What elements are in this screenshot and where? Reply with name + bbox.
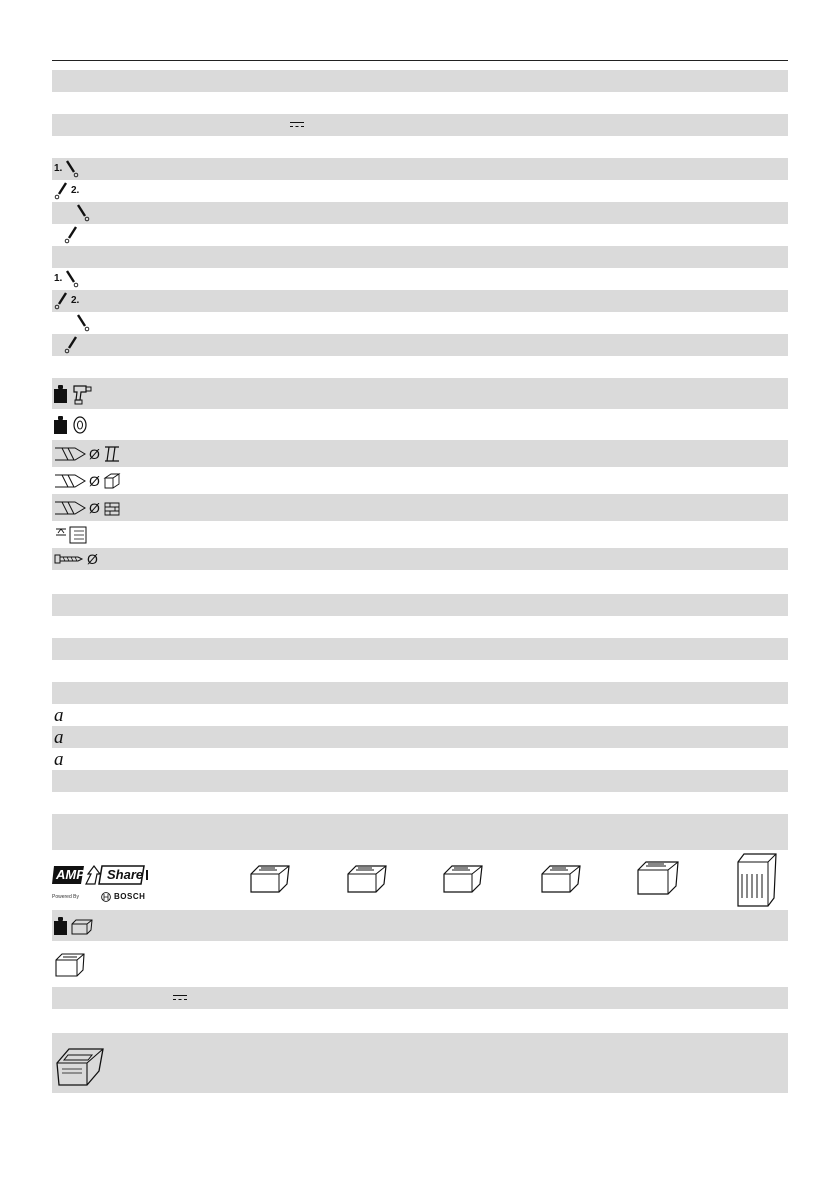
table-row [52,660,788,682]
battery-header-row [52,850,788,910]
table-row [52,268,788,290]
step-one-label: 1. [54,163,63,174]
table-row [52,726,788,748]
battery-icon [634,850,686,910]
table-row [52,180,788,202]
italic-a-label: a [54,726,64,748]
technical-data-table [52,70,788,1093]
battery-icon [732,850,784,910]
table-row [52,312,788,334]
table-row [52,70,788,92]
ampshare-logo [52,864,152,908]
table-row [52,638,788,660]
screwdriver-icon [65,270,79,288]
step-two-label: 2. [71,185,80,196]
table-row [52,748,788,770]
table-row [52,158,788,180]
table-row [52,224,788,246]
wood-icon [103,472,121,490]
screwdriver-icon [76,314,90,332]
table-row [52,467,788,494]
table-row [52,616,788,638]
drill-bit-icon [54,445,86,463]
step-two-label: 2. [71,295,80,306]
battery-icon [70,916,96,936]
battery-icon [344,850,394,910]
diameter-symbol: Ø [89,499,100,516]
table-row [52,136,788,158]
dc-symbol-icon [290,122,304,128]
italic-a-label: a [54,748,64,770]
screwdriver-icon [64,336,78,354]
table-row [52,570,788,594]
table-row [52,494,788,521]
chuck-icon [70,415,90,435]
table-row [52,910,788,941]
battery-icon [54,948,88,980]
table-row [52,814,788,850]
screw-icon [54,553,84,565]
table-row [52,290,788,312]
screw-joint-icon [54,525,90,545]
table-row [52,378,788,409]
dc-symbol-icon [173,995,187,1001]
table-row [52,114,788,136]
table-row [52,941,788,987]
table-row [52,594,788,616]
table-row [52,682,788,704]
step-one-label: 1. [54,273,63,284]
table-row [52,334,788,356]
table-row [52,770,788,792]
screwdriver-icon [54,292,68,310]
table-row [52,246,788,268]
masonry-icon [103,499,121,517]
bosch-logo-icon [101,892,111,902]
table-row [52,440,788,467]
diameter-symbol: Ø [89,472,100,489]
bosch-brand-text: BOSCH [114,892,146,901]
table-row [52,1009,788,1033]
diameter-symbol: Ø [89,445,100,462]
steel-beam-icon [103,445,121,463]
drill-bit-icon [54,499,86,517]
ampshare-share-text: Share [107,867,144,882]
battery-icon [538,850,588,910]
table-row [52,521,788,548]
italic-a-label: a [54,704,64,726]
table-row [52,704,788,726]
header-rule [52,60,788,61]
table-row [52,356,788,378]
battery-icon [440,850,490,910]
table-row [52,202,788,224]
charger-icon [54,1037,110,1089]
weight-icon [54,917,67,935]
table-row [52,792,788,814]
table-row [52,92,788,114]
screwdriver-icon [76,204,90,222]
weight-icon [54,385,67,403]
table-row [52,409,788,440]
screwdriver-icon [65,160,79,178]
table-row [52,987,788,1009]
screwdriver-icon [64,226,78,244]
powered-by-text: Powered By [52,894,79,900]
screwdriver-icon [54,182,68,200]
table-row [52,1033,788,1093]
table-row [52,548,788,570]
diameter-symbol: Ø [87,551,98,567]
drill-bit-icon [54,472,86,490]
battery-icon [247,850,297,910]
drill-icon [70,382,92,406]
ampshare-amp-text: AMP [56,867,85,882]
weight-icon [54,416,67,434]
